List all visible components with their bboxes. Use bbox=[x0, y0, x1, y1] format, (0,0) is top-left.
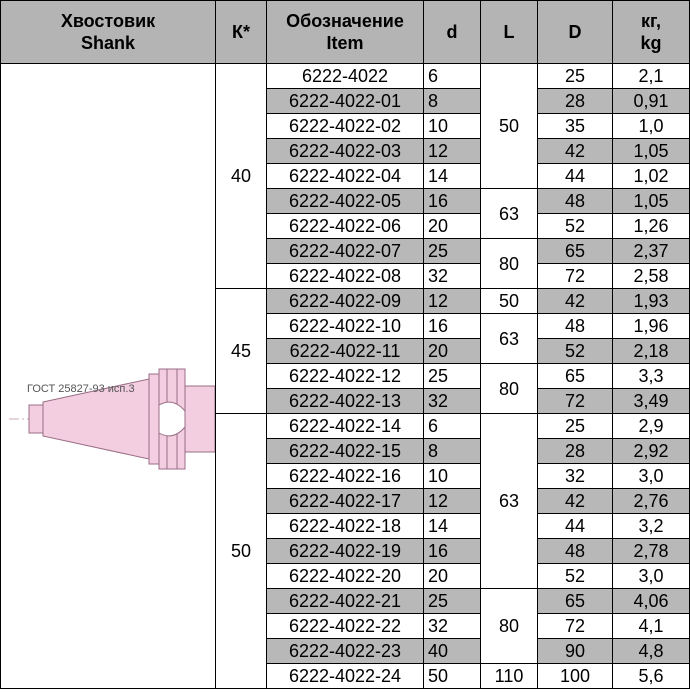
item-code: 6222-4022-04 bbox=[267, 164, 424, 189]
outer-d-value: 25 bbox=[538, 414, 613, 439]
d-value: 20 bbox=[424, 564, 481, 589]
weight-value: 2,37 bbox=[613, 239, 690, 264]
d-value: 6 bbox=[424, 414, 481, 439]
outer-d-value: 65 bbox=[538, 589, 613, 614]
l-value: 50 bbox=[481, 64, 538, 189]
weight-value: 5,6 bbox=[613, 664, 690, 689]
weight-value: 3,3 bbox=[613, 364, 690, 389]
item-code: 6222-4022-08 bbox=[267, 264, 424, 289]
outer-d-value: 72 bbox=[538, 264, 613, 289]
d-value: 16 bbox=[424, 314, 481, 339]
header-shank bbox=[1, 1, 216, 64]
weight-value: 2,58 bbox=[613, 264, 690, 289]
d-value: 8 bbox=[424, 89, 481, 114]
weight-value: 4,1 bbox=[613, 614, 690, 639]
weight-value: 2,1 bbox=[613, 64, 690, 89]
l-value: 80 bbox=[481, 364, 538, 414]
header-kg-ru: кг, bbox=[641, 11, 661, 31]
item-code: 6222-4022-02 bbox=[267, 114, 424, 139]
l-value: 110 bbox=[481, 664, 538, 689]
outer-d-value: 52 bbox=[538, 214, 613, 239]
header-shank-ru: Хвостовик bbox=[60, 11, 156, 31]
weight-value: 2,92 bbox=[613, 439, 690, 464]
item-code: 6222-4022-05 bbox=[267, 189, 424, 214]
header-d-outer: D bbox=[538, 1, 613, 64]
header-kg bbox=[613, 1, 690, 64]
outer-d-value: 72 bbox=[538, 389, 613, 414]
header-kg-en: kg bbox=[640, 33, 662, 53]
outer-d-value: 65 bbox=[538, 364, 613, 389]
item-code: 6222-4022-06 bbox=[267, 214, 424, 239]
item-code: 6222-4022-17 bbox=[267, 489, 424, 514]
item-code: 6222-4022-22 bbox=[267, 614, 424, 639]
l-value: 63 bbox=[481, 414, 538, 589]
header-k: К* bbox=[216, 1, 267, 64]
item-code: 6222-4022-23 bbox=[267, 639, 424, 664]
weight-value: 1,26 bbox=[613, 214, 690, 239]
weight-value: 1,02 bbox=[613, 164, 690, 189]
weight-value: 4,8 bbox=[613, 639, 690, 664]
item-code: 6222-4022-18 bbox=[267, 514, 424, 539]
d-value: 12 bbox=[424, 139, 481, 164]
shank-standard-label: ГОСТ 25827-93 исп.3 bbox=[27, 383, 135, 395]
weight-value: 2,9 bbox=[613, 414, 690, 439]
k-value: 50 bbox=[216, 414, 267, 689]
weight-value: 3,0 bbox=[613, 464, 690, 489]
d-value: 25 bbox=[424, 239, 481, 264]
outer-d-value: 42 bbox=[538, 139, 613, 164]
l-value: 80 bbox=[481, 589, 538, 664]
item-code: 6222-4022 bbox=[267, 64, 424, 89]
item-code: 6222-4022-20 bbox=[267, 564, 424, 589]
item-code: 6222-4022-19 bbox=[267, 539, 424, 564]
d-value: 8 bbox=[424, 439, 481, 464]
item-code: 6222-4022-09 bbox=[267, 289, 424, 314]
weight-value: 2,78 bbox=[613, 539, 690, 564]
header-shank-en: Shank bbox=[80, 33, 136, 53]
shank-body bbox=[185, 386, 215, 452]
l-value: 63 bbox=[481, 189, 538, 239]
weight-value: 2,76 bbox=[613, 489, 690, 514]
k-value: 40 bbox=[216, 64, 267, 289]
outer-d-value: 32 bbox=[538, 464, 613, 489]
shank-drawing bbox=[1, 64, 215, 689]
d-value: 32 bbox=[424, 264, 481, 289]
header-row bbox=[1, 1, 690, 64]
outer-d-value: 65 bbox=[538, 239, 613, 264]
l-value: 80 bbox=[481, 239, 538, 289]
weight-value: 3,0 bbox=[613, 564, 690, 589]
header-item bbox=[267, 1, 424, 64]
d-value: 25 bbox=[424, 589, 481, 614]
outer-d-value: 25 bbox=[538, 64, 613, 89]
item-code: 6222-4022-10 bbox=[267, 314, 424, 339]
d-value: 40 bbox=[424, 639, 481, 664]
item-code: 6222-4022-07 bbox=[267, 239, 424, 264]
d-value: 32 bbox=[424, 389, 481, 414]
outer-d-value: 42 bbox=[538, 289, 613, 314]
weight-value: 4,06 bbox=[613, 589, 690, 614]
d-value: 20 bbox=[424, 214, 481, 239]
shank-tenon bbox=[29, 405, 43, 433]
weight-value: 1,96 bbox=[613, 314, 690, 339]
d-value: 12 bbox=[424, 489, 481, 514]
item-code: 6222-4022-24 bbox=[267, 664, 424, 689]
d-value: 20 bbox=[424, 339, 481, 364]
weight-value: 1,05 bbox=[613, 189, 690, 214]
l-value: 50 bbox=[481, 289, 538, 314]
outer-d-value: 28 bbox=[538, 439, 613, 464]
weight-value: 1,05 bbox=[613, 139, 690, 164]
weight-value: 0,91 bbox=[613, 89, 690, 114]
d-value: 10 bbox=[424, 114, 481, 139]
outer-d-value: 90 bbox=[538, 639, 613, 664]
d-value: 16 bbox=[424, 539, 481, 564]
k-value: 45 bbox=[216, 289, 267, 414]
outer-d-value: 48 bbox=[538, 539, 613, 564]
weight-value: 1,93 bbox=[613, 289, 690, 314]
weight-value: 3,49 bbox=[613, 389, 690, 414]
header-d: d bbox=[424, 1, 481, 64]
outer-d-value: 28 bbox=[538, 89, 613, 114]
item-code: 6222-4022-13 bbox=[267, 389, 424, 414]
weight-value: 3,2 bbox=[613, 514, 690, 539]
d-value: 14 bbox=[424, 164, 481, 189]
outer-d-value: 52 bbox=[538, 339, 613, 364]
table-body bbox=[1, 64, 690, 689]
item-code: 6222-4022-01 bbox=[267, 89, 424, 114]
header-item-en: Item bbox=[326, 33, 364, 53]
outer-d-value: 42 bbox=[538, 489, 613, 514]
outer-d-value: 100 bbox=[538, 664, 613, 689]
item-code: 6222-4022-16 bbox=[267, 464, 424, 489]
d-value: 50 bbox=[424, 664, 481, 689]
table-row bbox=[1, 64, 690, 89]
d-value: 25 bbox=[424, 364, 481, 389]
outer-d-value: 44 bbox=[538, 514, 613, 539]
d-value: 6 bbox=[424, 64, 481, 89]
item-code: 6222-4022-11 bbox=[267, 339, 424, 364]
outer-d-value: 44 bbox=[538, 164, 613, 189]
outer-d-value: 35 bbox=[538, 114, 613, 139]
header-l: L bbox=[481, 1, 538, 64]
d-value: 10 bbox=[424, 464, 481, 489]
item-code: 6222-4022-15 bbox=[267, 439, 424, 464]
shank-cell bbox=[1, 64, 216, 689]
header-item-ru: Обозначение bbox=[286, 11, 404, 31]
outer-d-value: 48 bbox=[538, 314, 613, 339]
d-value: 32 bbox=[424, 614, 481, 639]
weight-value: 2,18 bbox=[613, 339, 690, 364]
outer-d-value: 48 bbox=[538, 189, 613, 214]
d-value: 12 bbox=[424, 289, 481, 314]
shank-keyway bbox=[159, 402, 185, 436]
d-value: 16 bbox=[424, 189, 481, 214]
item-code: 6222-4022-14 bbox=[267, 414, 424, 439]
item-code: 6222-4022-12 bbox=[267, 364, 424, 389]
outer-d-value: 52 bbox=[538, 564, 613, 589]
d-value: 14 bbox=[424, 514, 481, 539]
weight-value: 1,0 bbox=[613, 114, 690, 139]
item-code: 6222-4022-03 bbox=[267, 139, 424, 164]
outer-d-value: 72 bbox=[538, 614, 613, 639]
item-code: 6222-4022-21 bbox=[267, 589, 424, 614]
shank-flange-front bbox=[149, 374, 159, 464]
l-value: 63 bbox=[481, 314, 538, 364]
